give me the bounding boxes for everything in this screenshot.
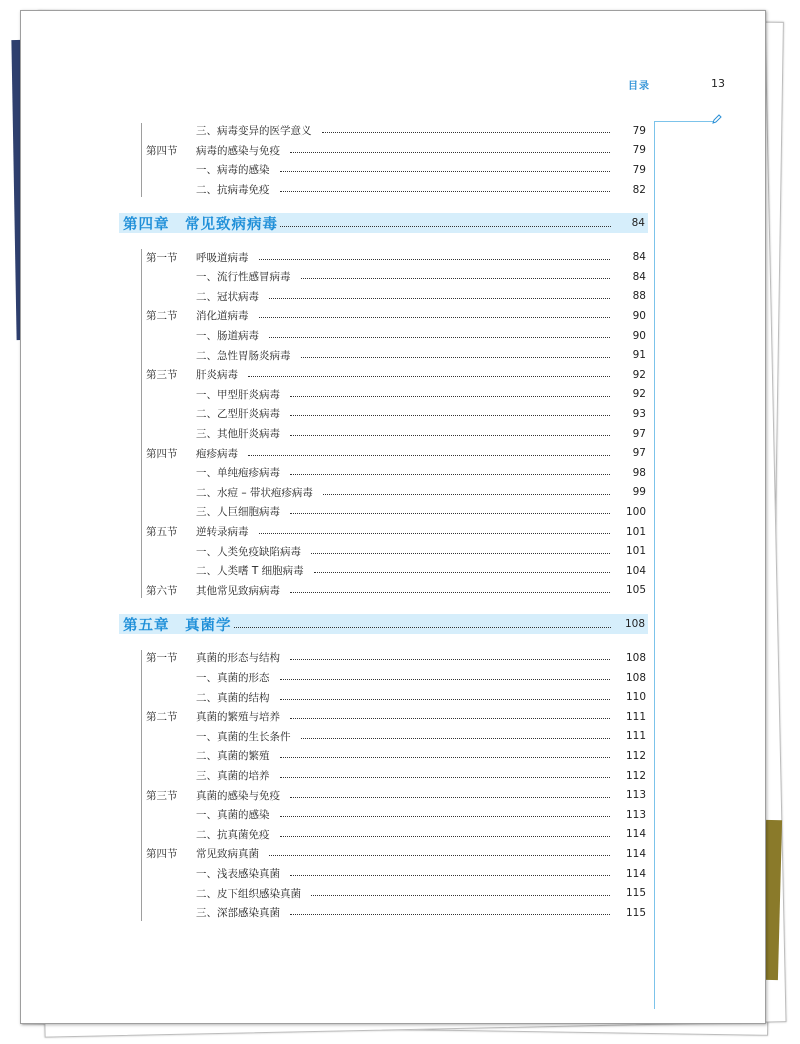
dot-leader	[290, 152, 610, 153]
dot-leader	[280, 816, 611, 817]
entry-title: 常见致病真菌	[196, 848, 259, 861]
dot-leader	[290, 875, 610, 876]
dot-leader	[290, 914, 610, 915]
dot-leader	[290, 415, 610, 416]
entry-title: 二、水痘 – 带状疱疹病毒	[196, 486, 313, 499]
entry-page: 98	[632, 466, 646, 479]
entry-page: 115	[625, 906, 646, 919]
entry-title: 病毒的感染与免疫	[196, 144, 280, 157]
dot-leader	[280, 171, 611, 172]
toc-subsection-row[interactable]	[146, 287, 646, 307]
toc-section-row[interactable]	[146, 141, 646, 161]
page-number: 13	[711, 77, 725, 90]
entry-title: 一、真菌的形态	[196, 672, 270, 685]
dot-leader	[323, 494, 610, 495]
dot-leader	[290, 513, 610, 514]
entry-title: 一、流行性感冒病毒	[196, 271, 291, 284]
entry-page: 79	[632, 144, 646, 157]
toc-subsection-row[interactable]	[146, 766, 646, 786]
dot-leader	[259, 533, 611, 534]
toc-section-row[interactable]	[146, 707, 646, 727]
dot-leader	[290, 797, 610, 798]
entry-page: 113	[625, 789, 646, 802]
dot-leader	[280, 679, 611, 680]
toc-subsection-row[interactable]	[146, 326, 646, 346]
toc-subsection-row[interactable]	[146, 345, 646, 365]
entry-page: 79	[632, 163, 646, 176]
entry-title: 二、抗真菌免疫	[196, 828, 270, 841]
chapter-title: 第四章 常见致病病毒	[123, 216, 278, 233]
entry-page: 79	[632, 124, 646, 137]
entry-title: 消化道病毒	[196, 310, 249, 323]
entry-page: 82	[632, 183, 646, 196]
toc-vertical-rule	[141, 249, 142, 598]
toc-subsection-row[interactable]	[146, 864, 646, 884]
entry-page: 114	[625, 867, 646, 880]
entry-page: 110	[625, 691, 646, 704]
section-label: 第一节	[146, 251, 178, 264]
toc-subsection-row[interactable]	[146, 541, 646, 561]
toc-subsection-row[interactable]	[146, 404, 646, 424]
entry-page: 104	[625, 564, 646, 577]
dot-leader	[280, 226, 611, 227]
entry-title: 一、肠道病毒	[196, 330, 259, 343]
entry-title: 二、皮下组织感染真菌	[196, 887, 301, 900]
entry-page: 112	[625, 749, 646, 762]
toc-subsection-row[interactable]	[146, 805, 646, 825]
dot-leader	[301, 357, 611, 358]
entry-page: 92	[632, 388, 646, 401]
dot-leader	[290, 435, 610, 436]
entry-title: 三、病毒变异的医学意义	[196, 125, 312, 138]
entry-page: 105	[625, 584, 646, 597]
toc-section-row[interactable]	[146, 648, 646, 668]
section-label: 第五节	[146, 526, 178, 539]
dot-leader	[290, 718, 610, 719]
section-label: 第一节	[146, 652, 178, 665]
entry-title: 真菌的繁殖与培养	[196, 711, 280, 724]
entry-page: 108	[625, 651, 646, 664]
entry-title: 二、真菌的繁殖	[196, 750, 270, 763]
chapter-page: 108	[624, 618, 645, 631]
chapter-title: 第五章 真菌学	[123, 617, 232, 634]
toc-subsection-row[interactable]	[146, 883, 646, 903]
toc-subsection-row[interactable]	[146, 483, 646, 503]
dot-leader	[290, 396, 610, 397]
dot-leader	[280, 836, 611, 837]
toc-section-row[interactable]	[146, 844, 646, 864]
dot-leader	[269, 298, 610, 299]
section-label: 第六节	[146, 584, 178, 597]
toc-subsection-row[interactable]	[146, 180, 646, 200]
entry-title: 疱疹病毒	[196, 447, 238, 460]
dot-leader	[290, 592, 610, 593]
entry-page: 101	[625, 525, 646, 538]
dot-leader	[280, 699, 611, 700]
entry-page: 97	[632, 427, 646, 440]
chapter-heading[interactable]	[119, 614, 648, 634]
entry-title: 二、急性胃肠炎病毒	[196, 349, 291, 362]
dot-leader	[322, 132, 611, 133]
entry-title: 三、其他肝炎病毒	[196, 428, 280, 441]
dot-leader	[314, 572, 610, 573]
toc-subsection-row[interactable]	[146, 385, 646, 405]
entry-title: 一、真菌的生长条件	[196, 730, 291, 743]
entry-page: 84	[632, 270, 646, 283]
toc-section-row[interactable]	[146, 365, 646, 385]
toc-subsection-row[interactable]	[146, 727, 646, 747]
entry-title: 二、冠状病毒	[196, 290, 259, 303]
dot-leader	[259, 259, 611, 260]
toc-section-row[interactable]	[146, 581, 646, 601]
toc-section-row[interactable]	[146, 443, 646, 463]
dot-leader	[301, 738, 611, 739]
entry-title: 一、单纯疱疹病毒	[196, 467, 280, 480]
toc-subsection-row[interactable]	[146, 463, 646, 483]
running-header-title: 目录	[628, 81, 650, 92]
section-label: 第二节	[146, 310, 178, 323]
entry-page: 99	[632, 486, 646, 499]
toc-section-row[interactable]	[146, 247, 646, 267]
dot-leader	[269, 855, 610, 856]
entry-title: 三、人巨细胞病毒	[196, 506, 280, 519]
entry-title: 一、病毒的感染	[196, 164, 270, 177]
entry-title: 逆转录病毒	[196, 526, 249, 539]
toc-subsection-row[interactable]	[146, 121, 646, 141]
toc-vertical-rule	[141, 123, 142, 197]
entry-title: 三、深部感染真菌	[196, 907, 280, 920]
dot-leader	[234, 627, 612, 628]
toc-subsection-row[interactable]	[146, 424, 646, 444]
dot-leader	[311, 895, 610, 896]
entry-title: 一、浅表感染真菌	[196, 868, 280, 881]
entry-page: 90	[632, 329, 646, 342]
entry-title: 一、真菌的感染	[196, 809, 270, 822]
margin-rule	[654, 121, 714, 122]
chapter-page: 84	[631, 217, 645, 230]
pen-icon	[711, 113, 723, 128]
entry-title: 呼吸道病毒	[196, 251, 249, 264]
entry-page: 114	[625, 828, 646, 841]
entry-page: 111	[625, 710, 646, 723]
dot-leader	[280, 777, 611, 778]
entry-page: 114	[625, 847, 646, 860]
dot-leader	[248, 376, 610, 377]
toc-subsection-row[interactable]	[146, 687, 646, 707]
entry-page: 111	[625, 730, 646, 743]
entry-page: 84	[632, 251, 646, 264]
entry-title: 二、真菌的结构	[196, 691, 270, 704]
dot-leader	[280, 757, 611, 758]
toc-page	[20, 10, 766, 1024]
section-label: 第三节	[146, 369, 178, 382]
dot-leader	[290, 474, 610, 475]
entry-title: 三、真菌的培养	[196, 770, 270, 783]
entry-page: 97	[632, 447, 646, 460]
entry-title: 其他常见致病病毒	[196, 584, 280, 597]
entry-page: 101	[625, 545, 646, 558]
toc-subsection-row[interactable]	[146, 561, 646, 581]
entry-page: 88	[632, 290, 646, 303]
dot-leader	[280, 191, 611, 192]
toc-section-row[interactable]	[146, 306, 646, 326]
section-label: 第四节	[146, 144, 178, 157]
entry-title: 一、人类免疫缺陷病毒	[196, 545, 301, 558]
entry-title: 真菌的形态与结构	[196, 652, 280, 665]
margin-rule	[654, 121, 655, 1009]
entry-title: 一、甲型肝炎病毒	[196, 388, 280, 401]
section-label: 第四节	[146, 447, 178, 460]
entry-page: 100	[625, 505, 646, 518]
dot-leader	[301, 278, 611, 279]
section-label: 第三节	[146, 789, 178, 802]
entry-page: 108	[625, 671, 646, 684]
toc-subsection-row[interactable]	[146, 825, 646, 845]
entry-title: 二、乙型肝炎病毒	[196, 408, 280, 421]
toc-subsection-row[interactable]	[146, 668, 646, 688]
toc-subsection-row[interactable]	[146, 746, 646, 766]
entry-page: 115	[625, 887, 646, 900]
toc-subsection-row[interactable]	[146, 267, 646, 287]
entry-page: 93	[632, 407, 646, 420]
entry-page: 113	[625, 808, 646, 821]
entry-page: 90	[632, 309, 646, 322]
toc-subsection-row[interactable]	[146, 160, 646, 180]
entry-page: 91	[632, 349, 646, 362]
chapter-heading[interactable]	[119, 213, 648, 233]
toc-section-row[interactable]	[146, 785, 646, 805]
section-label: 第二节	[146, 711, 178, 724]
section-label: 第四节	[146, 848, 178, 861]
entry-page: 112	[625, 769, 646, 782]
entry-title: 二、人类嗜 T 细胞病毒	[196, 565, 304, 578]
entry-page: 92	[632, 368, 646, 381]
entry-title: 真菌的感染与免疫	[196, 789, 280, 802]
toc-subsection-row[interactable]	[146, 502, 646, 522]
dot-leader	[269, 337, 610, 338]
dot-leader	[259, 317, 611, 318]
dot-leader	[311, 553, 610, 554]
dot-leader	[248, 455, 610, 456]
toc-subsection-row[interactable]	[146, 903, 646, 923]
dot-leader	[290, 659, 610, 660]
entry-title: 二、抗病毒免疫	[196, 184, 270, 197]
entry-title: 肝炎病毒	[196, 369, 238, 382]
toc-section-row[interactable]	[146, 522, 646, 542]
toc-vertical-rule	[141, 650, 142, 920]
